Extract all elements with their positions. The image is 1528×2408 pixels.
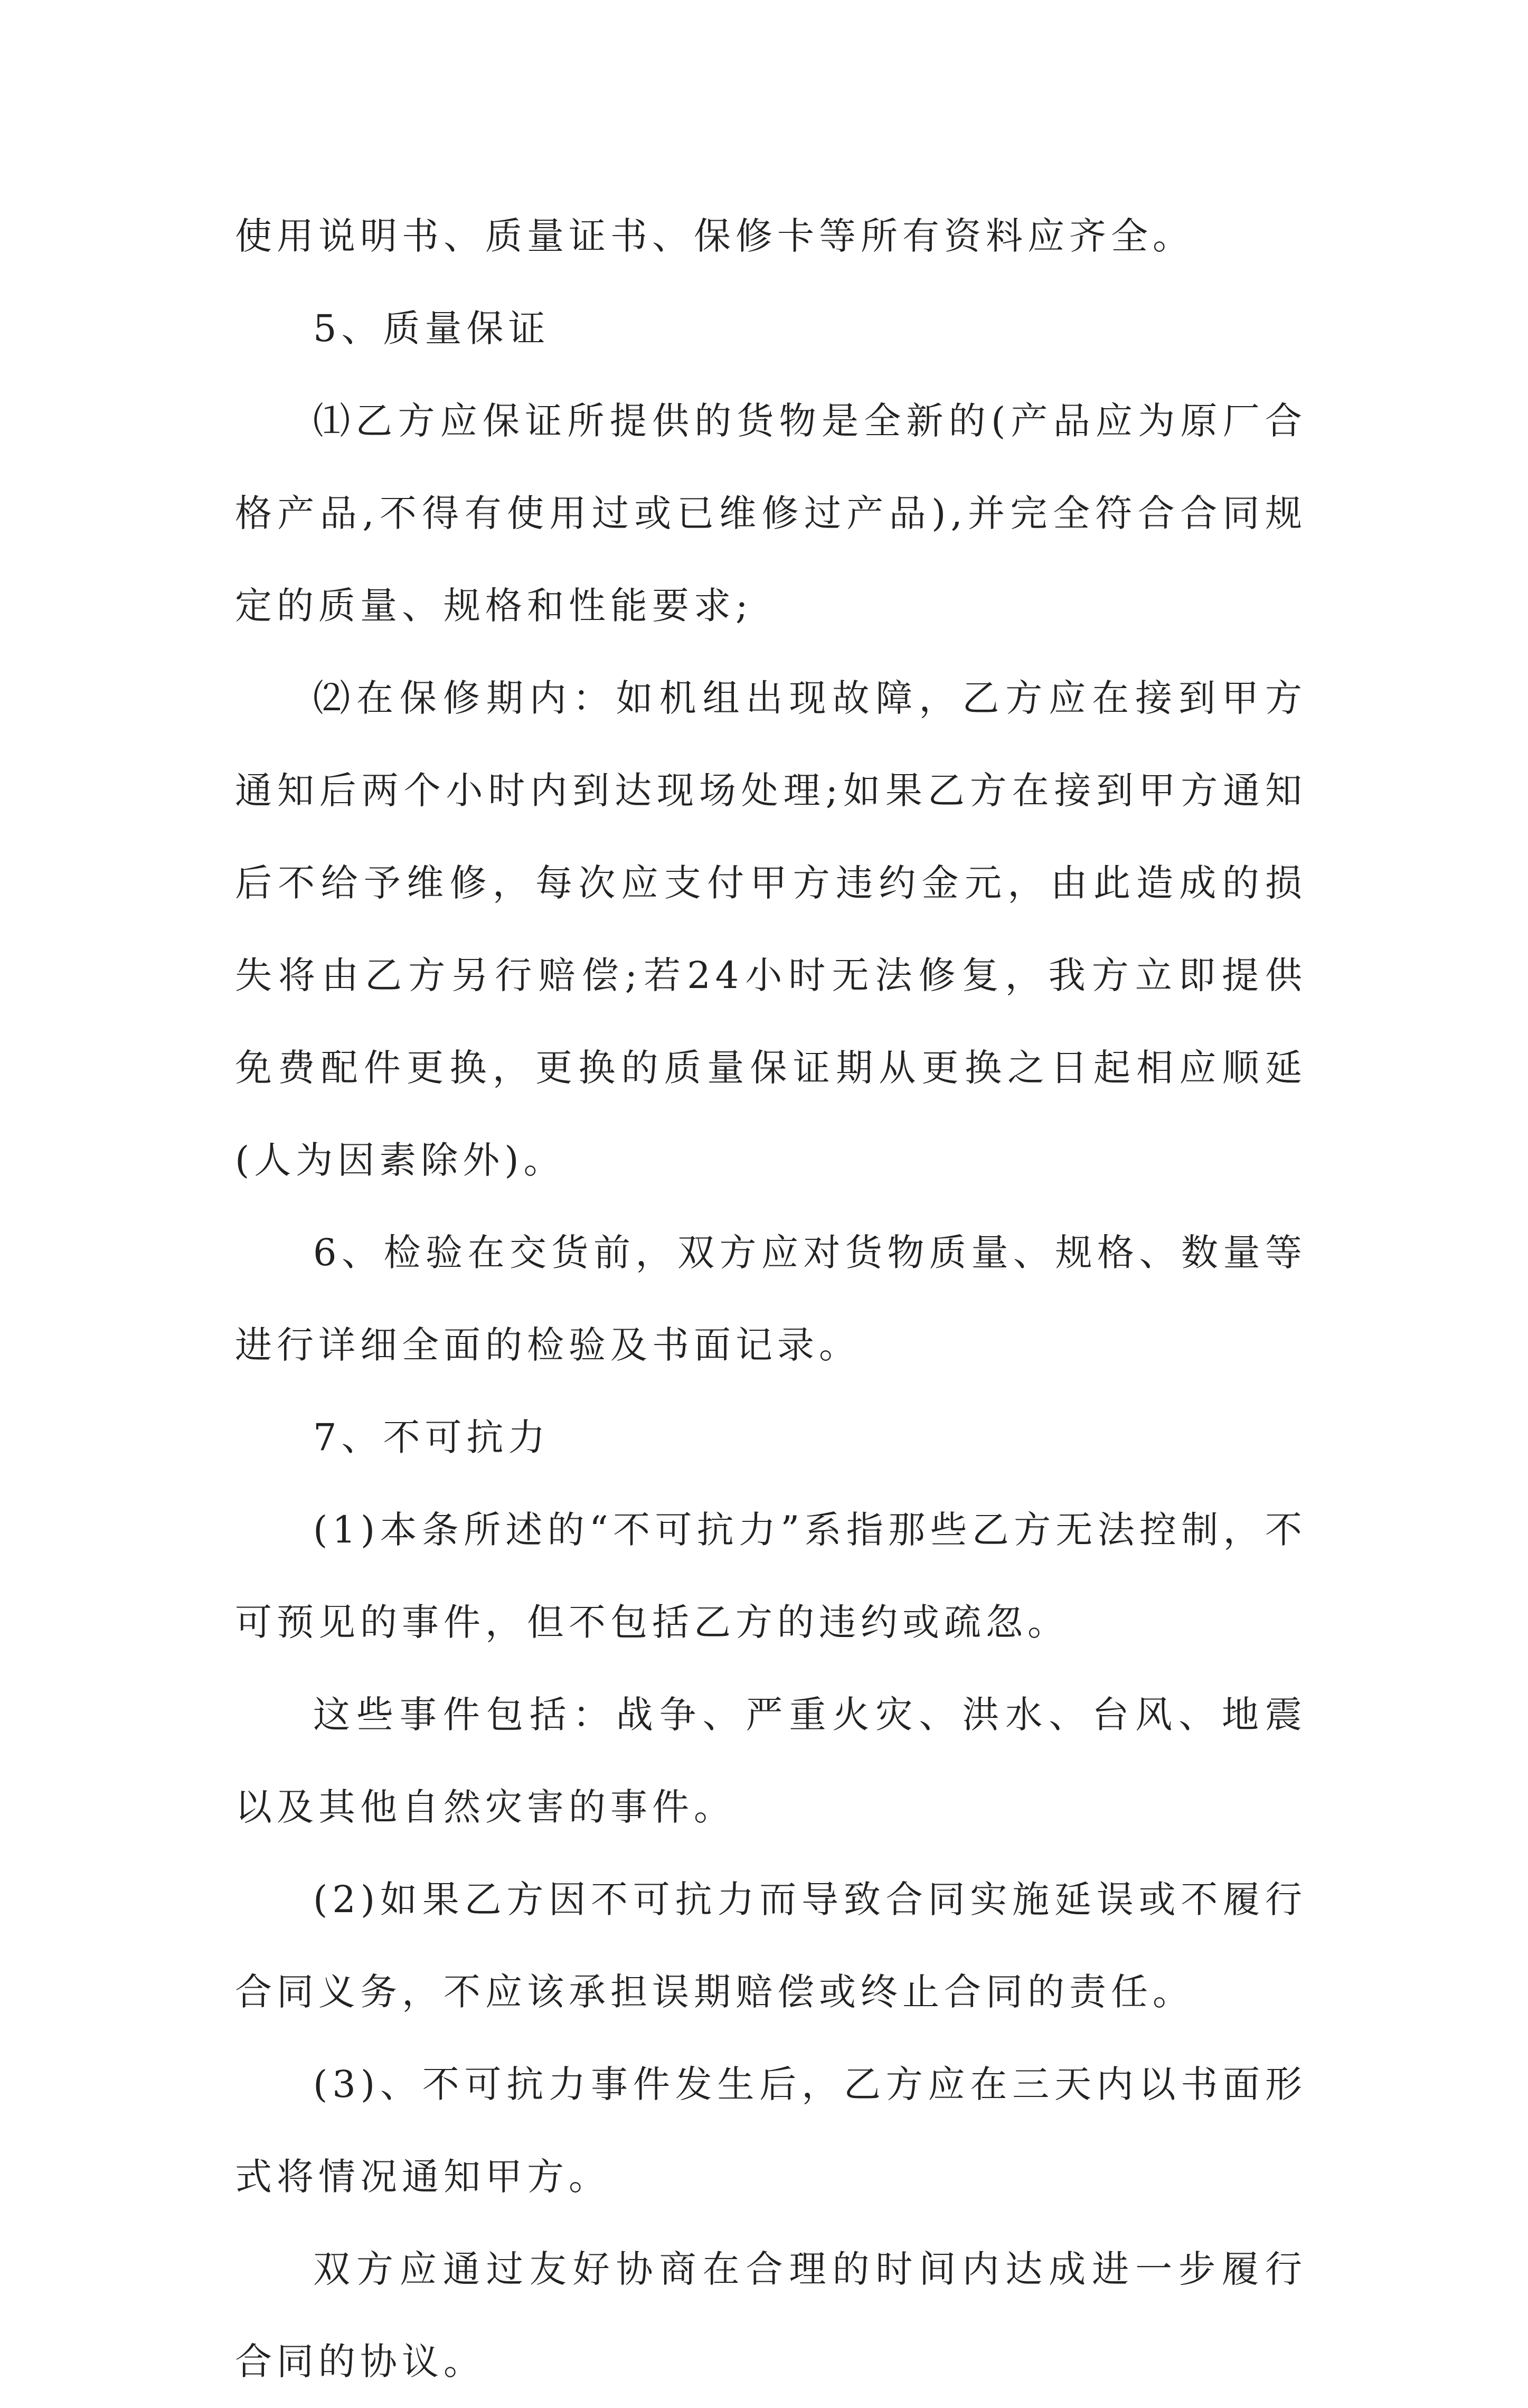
paragraph-force-majeure-notice: (3)、不可抗力事件发生后，乙方应在三天内以书面形式将情况通知甲方。: [235, 2063, 1307, 2198]
paragraph-force-majeure-liability: (2)如果乙方因不可抗力而导致合同实施延误或不履行合同义务，不应该承担误期赔偿或终止合同的责任。: [235, 1878, 1307, 2014]
paragraph-warranty-repair: ⑵在保修期内：如机组出现故障，乙方应在接到甲方通知后两个小时内到达现场处理;如果乙方在接到甲方通知后不给予维修，每次应支付甲方违约金元，由此造成的损失将由乙方另行赔偿;若24小时无法修复，我方立即提供免费配件更换，更换的质量保证期从更换之日起相应顺延(人为因素除外)。: [235, 676, 1307, 1182]
paragraph-inspection: 6、检验在交货前，双方应对货物质量、规格、数量等进行详细全面的检验及书面记录。: [235, 1231, 1307, 1367]
heading-quality-guarantee: 5、质量保证: [313, 307, 550, 350]
paragraph-new-goods: ⑴乙方应保证所提供的货物是全新的(产品应为原厂合格产品,不得有使用过或已维修过产品),并完全符合合同规定的质量、规格和性能要求;: [235, 399, 1307, 627]
heading-force-majeure: 7、不可抗力: [313, 1416, 550, 1459]
contract-body: [235, 190, 1307, 2408]
paragraph-force-majeure-definition: (1)本条所述的“不可抗力”系指那些乙方无法控制，不可预见的事件，但不包括乙方的违约或疏忽。: [235, 1508, 1307, 1644]
paragraph-negotiation: 双方应通过友好协商在合理的时间内达成进一步履行合同的协议。: [235, 2247, 1307, 2383]
paragraph-force-majeure-events: 这些事件包括：战争、严重火灾、洪水、台风、地震以及其他自然灾害的事件。: [235, 1693, 1307, 1829]
paragraph-documents-complete: 使用说明书、质量证书、保修卡等所有资料应齐全。: [235, 214, 1194, 258]
